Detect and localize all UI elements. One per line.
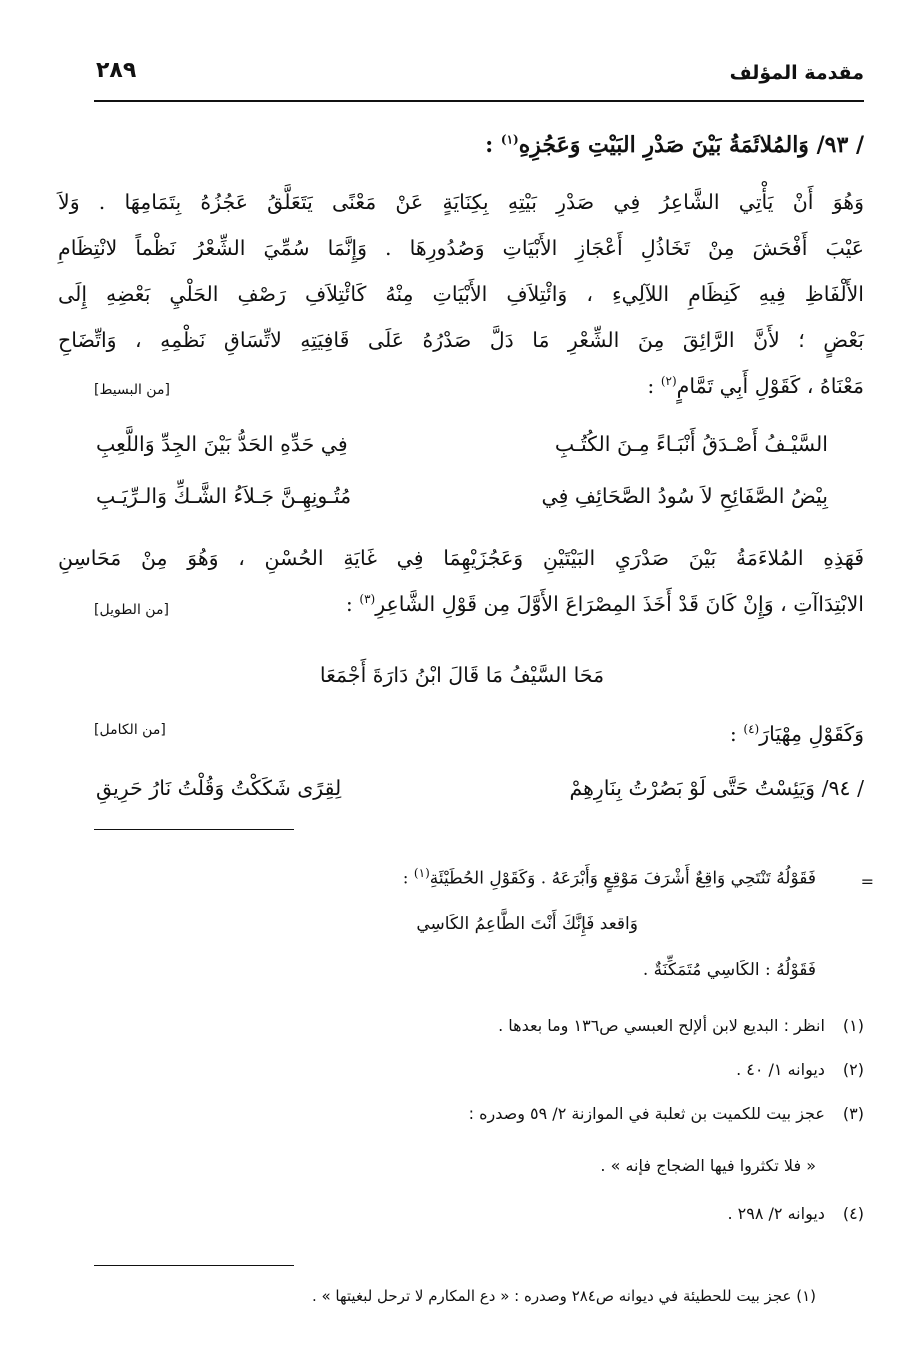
section-heading (485, 132, 864, 158)
verse-single-hemistich: مَحَا السَّيْفُ مَا قَالَ ابْنُ دَارَةَ أَجْمَعَا (319, 663, 605, 687)
footnote-ref: (١) (413, 866, 430, 880)
body-line: بَعْضٍ ؛ لأَنَّ الرَّائِقَ مِنَ الشِّعْرِ مَا دَلَّ صَدْرُهُ عَلَى قَافِيَتِهِ لاتِّسَاقِ نَظْمِهِ ، وَاتِّضَاحِ (58, 328, 864, 352)
quote-intro-text: مَعْنَاهُ ، كَقَوْلِ أَبِي تَمَّامٍ (676, 374, 864, 398)
footnote-continuation (403, 866, 816, 889)
footnote-text: عجز بيت للكميت بن ثعلبة في الموازنة ٢/ ٥٩ وصدره : (468, 1104, 825, 1123)
quote-intro-text: وَكَقَوْلِ مِهْيَارَ (759, 722, 864, 746)
footnote-number: (٤) (842, 1204, 864, 1223)
footnote-continuation-colon: : (402, 868, 409, 889)
body-line: الأَلْفَاظِ فِيهِ كَنِظَامِ اللآلِيءِ ، وَائْتِلاَفِ الأَبْيَاتِ مِنْهُ كَائْتِلاَفِ رَصْفِ الحَلْيِ بَعْضِهِ إِلَى (58, 282, 864, 306)
quote-intro (346, 592, 864, 616)
verse-first-hemistich: بِيْضُ الصَّفَائِحِ لاَ سُودُ الصَّحَائِفِ فِي (541, 484, 828, 508)
verse-second-hemistich: فِي حَدِّهِ الحَدُّ بَيْنَ الجِدِّ وَاللَّعِبِ (96, 432, 348, 456)
verse-first-hemistich: السَّيْـفُ أَصْـدَقُ أَنْبَـاءً مِـنَ الكُتُـبِ (554, 432, 828, 456)
verse-first-hemistich (569, 776, 864, 800)
body-line: وَهُوَ أَنْ يَأْتِي الشَّاعِرُ فِي صَدْرِ بَيْتِهِ بِكِنَايَةٍ عَنْ مَعْنًى يَتَعَلَّقُ عَجُزُهُ بِتَمَامِهَا . وَلاَ (58, 190, 864, 214)
footnote-item (736, 1060, 864, 1079)
header-divider (94, 100, 864, 102)
verse-second-hemistich: لِقِرًى شَكَكْتُ وَقُلْتُ نَارُ حَرِيقِ (96, 776, 342, 800)
running-header-title: مقدمة المؤلف (729, 62, 864, 84)
footnote-number: (٣) (842, 1104, 864, 1123)
manuscript-folio-marker: / ٩٤/ (821, 776, 864, 800)
quote-intro (730, 722, 864, 746)
footnote-number: (١) (842, 1016, 864, 1035)
quote-intro-colon: : (647, 374, 655, 398)
footnote-item (727, 1204, 864, 1223)
quote-intro-colon: : (729, 722, 737, 746)
meter-label: [من البسيط] (94, 382, 170, 398)
section-number: / ٩٣/ (816, 132, 864, 158)
body-line: عَيْبَ أَفْحَشَ مِنْ تَخَاذُلِ أَعْجَازِ الأَبْيَاتِ وَصُدُورِهَا . وَإِنَّمَا سُمِّيَ الشِّعْرُ نَظْماً لانْتِظَامِ (58, 236, 864, 260)
footnote-divider (94, 1265, 294, 1266)
footnote-divider (94, 829, 294, 830)
meter-label: [من الطويل] (94, 602, 169, 618)
footnote-item (469, 1104, 864, 1123)
continuation-mark: = (860, 872, 874, 891)
footnote-text: انظر : البديع لابن ألإلح العبسي ص١٣٦ وما بعدها . (498, 1016, 825, 1035)
footnote-verse: وَاقعد فَإِنَّكَ أَنْتَ الطَّاعِمُ الكَاسِي (416, 914, 638, 934)
footnote-ref: (٤) (743, 722, 760, 737)
footnote-continuation-text: فَقَوْلُهُ تَنْتَحِي وَاقِعٌ أَشْرَفَ مَوْقِعٍ وَأَبْرَعَهُ . وَكَقَوْلِ الحُطَيْئَةِ (429, 868, 816, 889)
footnote-text: ديوانه ٢/ ٢٩٨ . (727, 1204, 825, 1223)
footnote-quote: « فلا تكثروا فيها الضجاج فإنه » . (600, 1156, 816, 1175)
bottom-footnote: (١) عجز بيت للحطيئة في ديوانه ص٢٨٤ وصدره : « دع المكارم لا ترحل لبغيتها » . (311, 1287, 816, 1305)
body-line: فَهَذِهِ المُلاءَمَةُ بَيْنَ صَدْرَيِ البَيْتَيْنِ وَعَجُزَيْهِمَا فِي غَايَةِ الحُسْنِ ، وَهُوَ مِنْ مَحَاسِنِ (58, 546, 864, 570)
quote-intro-colon: : (345, 592, 353, 616)
footnote-number: (٢) (842, 1060, 864, 1079)
verse-first-text: وَيَئِسْتُ حَتَّى لَوْ بَصُرْتُ بِنَارِهِمْ (569, 776, 816, 800)
quote-intro (647, 374, 864, 398)
page-number: ٢٨٩ (96, 58, 137, 83)
footnote-item (498, 1016, 864, 1035)
section-colon: : (485, 132, 494, 158)
footnote-ref: (١) (500, 132, 519, 147)
quote-intro-text: الابْتِدَاآتِ ، وَإِنْ كَانَ قَدْ أَخَذَ المِصْرَاعَ الأَوَّلَ مِن قَوْلِ الشَّاعِرِ (375, 592, 864, 616)
footnote-ref: (٣) (359, 592, 376, 607)
footnote-text: ديوانه ١/ ٤٠ . (736, 1060, 825, 1079)
footnote-ref: (٢) (660, 374, 677, 389)
meter-label: [من الكامل] (94, 722, 166, 738)
footnote-note: فَقَوْلُهُ : الكَاسِي مُتَمَكِّنَةٌ . (642, 960, 816, 980)
section-title: وَالمُلائَمَةُ بَيْنَ صَدْرِ البَيْتِ وَعَجُزِهِ (518, 132, 809, 158)
verse-second-hemistich: مُتُـونِهِـنَّ جَـلاَءُ الشَّـكِّ وَالـرِّيَـبِ (96, 484, 352, 508)
